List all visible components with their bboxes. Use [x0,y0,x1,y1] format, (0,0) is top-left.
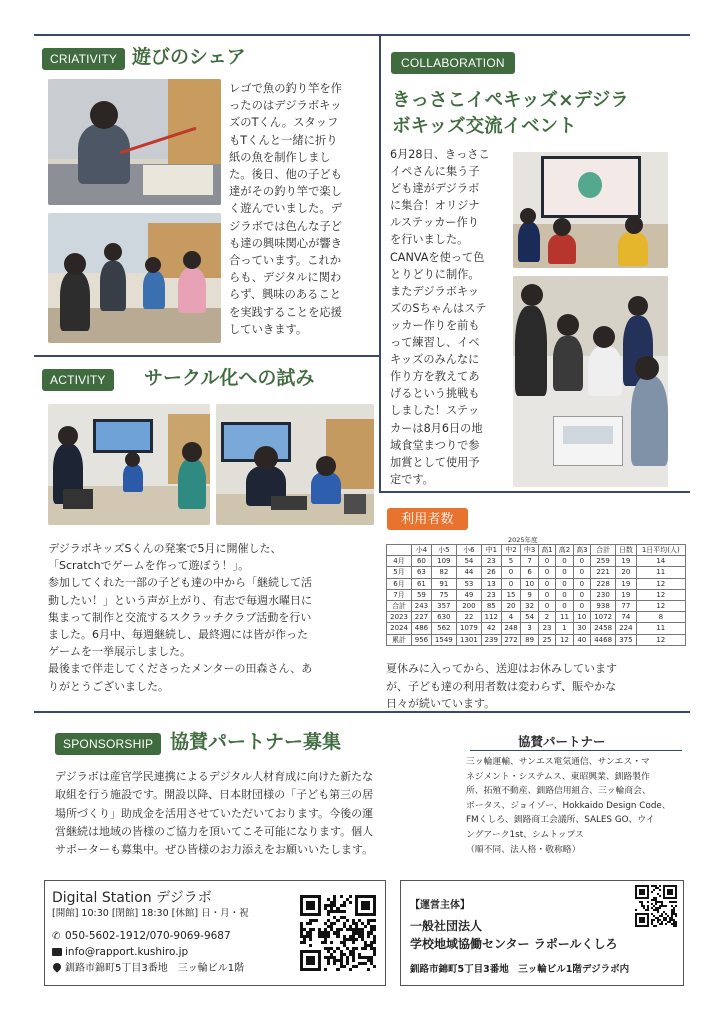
usage-note: 夏休みに入ってから、送迎はお休みしています が、子ども達の利用者数は変わらず、賑やかな 日々が続いています。 [386,662,617,710]
table-cell: 11 [636,623,685,634]
footer-org-qr[interactable] [635,885,677,927]
table-cell: 0 [538,589,555,600]
table-cell: 956 [412,634,432,645]
footer-org-line2: 学校地域協働センター ラポールくしろ [410,937,618,951]
table-cell: 272 [501,634,521,645]
table-cell: 230 [591,589,616,600]
table-cell: 54 [456,556,481,567]
table-cell: 13 [481,578,501,589]
table-cell: 0 [501,567,521,578]
table-cell: 375 [616,634,636,645]
usage-table-header-cell: 中1 [481,545,501,556]
partners-title-rule [470,750,682,751]
table-cell: 6月 [387,578,412,589]
footer-phone: 050-5602-1912/070-9069-9687 [65,930,231,942]
table-cell: 19 [616,556,636,567]
table-cell: 15 [501,589,521,600]
footer-station-qr[interactable] [300,895,376,971]
usage-table-header-cell: 1日平均(人) [636,545,685,556]
table-cell: 2023 [387,612,412,623]
mid-rule [34,711,690,713]
table-cell: 59 [412,589,432,600]
usage-table [386,544,686,646]
table-cell: 0 [501,578,521,589]
table-cell: 77 [616,600,636,611]
table-cell: 6 [521,567,538,578]
table-cell: 42 [481,623,501,634]
table-cell: 23 [538,623,555,634]
sponsorship-body: デジラボは産官学民連携によるデジタル人材育成に向けた新たな 取組を行う施設です。開設以降、日本財団様の「子ども第三の居 場所づくり」助成金を活用させていただいております。今後の運 営継続は地域の皆様のご協力を頂いてこそ可能になります。個人 サポーターも募集中。ぜひ皆様のお力添えをお願いいたします。 [55,770,374,857]
table-cell: 2458 [591,623,616,634]
table-cell: 1549 [431,634,456,645]
table-cell: 0 [556,578,573,589]
top-rule [34,34,690,36]
table-cell: 30 [573,623,590,634]
table-cell: 2024 [387,623,412,634]
table-cell: 248 [501,623,521,634]
footer-email: info@rapport.kushiro.jp [65,946,189,958]
table-cell: 74 [616,612,636,623]
table-cell: 10 [573,612,590,623]
table-row [387,567,686,578]
table-cell: 85 [481,600,501,611]
table-cell: 11 [556,612,573,623]
table-row [387,600,686,611]
creativity-photo-kids [48,213,221,343]
table-row [387,589,686,600]
collaboration-title: きっさこイペキッズ×デジラ ボキッズ交流イベント [392,90,629,137]
collaboration-body: 6月28日、きっさこ イペさんに集う子 ども達がデジラボ に集合！オリジナ ルステッカー作り を行いました。 CANVAを使って色 とりどりに制作。 またデジラボキッ ズのSちゃんはステ ッカー作りを前も って練習し、イベ キッズのみんなに 作り方を教えてあ げるという挑戦も しました！ステッ カーは8月6日の地 域食堂まつりで参 加賞として使用予 定です。 [390,148,490,486]
table-cell: 89 [521,634,538,645]
table-cell: 200 [456,600,481,611]
table-row [387,612,686,623]
activity-title: サークル化への試み [144,367,315,389]
table-cell: 239 [481,634,501,645]
table-cell: 227 [412,612,432,623]
table-cell: 0 [573,600,590,611]
sponsorship-tag: SPONSORSHIP [55,733,161,755]
table-cell: 0 [556,589,573,600]
footer-org-address: 釧路市錦町5丁目3番地 三ッ輪ビル1階デジラボ内 [410,964,630,975]
table-cell: 63 [412,567,432,578]
table-cell: 10 [521,578,538,589]
table-cell: 40 [573,634,590,645]
table-cell: 7月 [387,589,412,600]
activity-tag: ACTIVITY [42,369,114,391]
table-row [387,623,686,634]
table-cell: 5月 [387,567,412,578]
table-cell: 75 [431,589,456,600]
table-cell: 12 [636,634,685,645]
table-cell: 1072 [591,612,616,623]
table-row [387,634,686,645]
table-cell: 0 [538,556,555,567]
table-cell: 0 [556,600,573,611]
table-cell: 3 [521,623,538,634]
table-cell: 20 [616,567,636,578]
table-cell: 7 [521,556,538,567]
table-cell: 91 [431,578,456,589]
usage-table-header-cell: 中3 [521,545,538,556]
partners-body: 三ッ輪運輸、サンエス電気通信、サンエス・マ ネジメント・システムス、東昭興業、釧路製作 所、拓殖不動産、釧路信用組合、三ッ輪商会、 ボータス、ジョイゾー、Hokkaido Design Code、 FMくしろ、釧路商工会議所、SALES GO、ウイ ングアーク1st、シムトップス （順不同、法人格・敬称略） [466,757,671,855]
table-cell: 19 [616,578,636,589]
creativity-bottom-rule [34,355,379,357]
table-cell: 0 [538,567,555,578]
table-cell: 累計 [387,634,412,645]
footer-org-line1: 一般社団法人 [410,919,483,933]
collaboration-tag: COLLABORATION [391,52,515,74]
table-cell: 32 [521,600,538,611]
table-cell: 9 [521,589,538,600]
table-cell: 20 [501,600,521,611]
table-cell: 486 [412,623,432,634]
activity-photo-laptops [216,404,374,525]
table-cell: 12 [636,578,685,589]
table-cell: 14 [636,556,685,567]
table-cell: 0 [538,578,555,589]
partners-title: 協賛パートナー [518,734,606,749]
table-cell: 0 [573,556,590,567]
table-cell: 630 [431,612,456,623]
table-row [387,556,686,567]
table-cell: 0 [573,589,590,600]
mail-icon [52,948,62,956]
table-cell: 0 [556,556,573,567]
table-cell: 562 [431,623,456,634]
usage-table-header-cell: 小6 [456,545,481,556]
table-cell: 25 [538,634,555,645]
table-cell: 12 [636,600,685,611]
collaboration-photo-screen [513,152,668,268]
table-cell: 82 [431,567,456,578]
table-cell: 109 [431,556,456,567]
table-cell: 1 [556,623,573,634]
usage-table-header-row [387,545,686,556]
table-cell: 53 [456,578,481,589]
table-cell: 243 [412,600,432,611]
usage-table-header-cell: 中2 [501,545,521,556]
table-cell: 1079 [456,623,481,634]
table-cell: 49 [456,589,481,600]
table-cell: 8 [636,612,685,623]
table-cell: 11 [636,567,685,578]
usage-table-header-cell: 高1 [538,545,555,556]
table-cell: 224 [616,623,636,634]
footer-org-label: 【運営主体】 [410,900,470,911]
activity-body: デジラボキッズSくんの発案で5月に開催した、 「Scratchでゲームを作って遊ぼう！」。 参加してくれた一部の子ども達の中から「継続して活 動したい！」という声が上がり、有志で毎週水曜日に 集まって制作と交流するスクラッチクラブ活動を行い ました。6月中、毎週継続し、最終週には皆が作った ゲームを一挙展示しました。 最後まで伴走してくださったメンターの田森さん、あ りがとうございました。 [48,542,313,693]
usage-table-header-cell [387,545,412,556]
collaboration-photo-stickers [513,276,668,487]
table-cell: 54 [521,612,538,623]
creativity-body: レゴで魚の釣り竿を作 ったのはデジラボキッ ズのTくん。スタッフ もTくんと一緒に折り 紙の魚を制作しまし た。後日、他の子ども 達がその釣り竿で楽し く遊んでいました。デ ジラボでは色んな子ど も達の興味関心が響き 合っています。これか らも、デジタルに関わ らず、興味のあること を実践することを応援 していきます。 [229,82,342,336]
table-cell: 12 [636,589,685,600]
footer-address: 釧路市錦町5丁目3番地 三ッ輪ビル1階 [65,963,245,974]
table-row [387,578,686,589]
table-cell: 938 [591,600,616,611]
usage-table-header-cell: 高3 [573,545,590,556]
creativity-tag: CRIATIVITY [42,48,125,70]
usage-table-header-cell: 高2 [556,545,573,556]
usage-top-rule [379,491,690,493]
table-cell: 1301 [456,634,481,645]
table-cell: 19 [616,589,636,600]
table-cell: 112 [481,612,501,623]
table-cell: 228 [591,578,616,589]
footer-station-name: Digital Station デジラボ [52,890,212,906]
table-cell: 0 [538,600,555,611]
footer-hours: [開館] 10:30 [閉館] 18:30 [休館] 日・月・祝 [52,908,249,919]
usage-table-header-cell: 小4 [412,545,432,556]
table-cell: 4468 [591,634,616,645]
table-cell: 61 [412,578,432,589]
column-divider [379,36,381,491]
table-cell: 23 [481,556,501,567]
table-cell: 4月 [387,556,412,567]
usage-table-header-cell: 合計 [591,545,616,556]
table-cell: 0 [556,567,573,578]
phone-icon: ✆ [52,931,61,942]
table-cell: 26 [481,567,501,578]
table-cell: 4 [501,612,521,623]
partners-box [462,722,690,858]
usage-table-header-cell: 小5 [431,545,456,556]
table-cell: 60 [412,556,432,567]
usage-table-header-cell: 日数 [616,545,636,556]
sponsorship-title: 協賛パートナー募集 [170,731,342,753]
activity-photo-classroom [48,404,210,525]
table-cell: 221 [591,567,616,578]
creativity-photo-fishing [48,79,221,205]
creativity-title: 遊びのシェア [132,46,246,68]
table-cell: 357 [431,600,456,611]
table-cell: 2 [538,612,555,623]
table-cell: 23 [481,589,501,600]
table-cell: 合計 [387,600,412,611]
table-cell: 44 [456,567,481,578]
table-cell: 22 [456,612,481,623]
usage-tag: 利用者数 [387,508,468,530]
table-cell: 0 [573,578,590,589]
usage-table-title: 2025年度 [508,536,538,544]
table-cell: 259 [591,556,616,567]
table-cell: 12 [556,634,573,645]
table-cell: 5 [501,556,521,567]
table-cell: 0 [573,567,590,578]
